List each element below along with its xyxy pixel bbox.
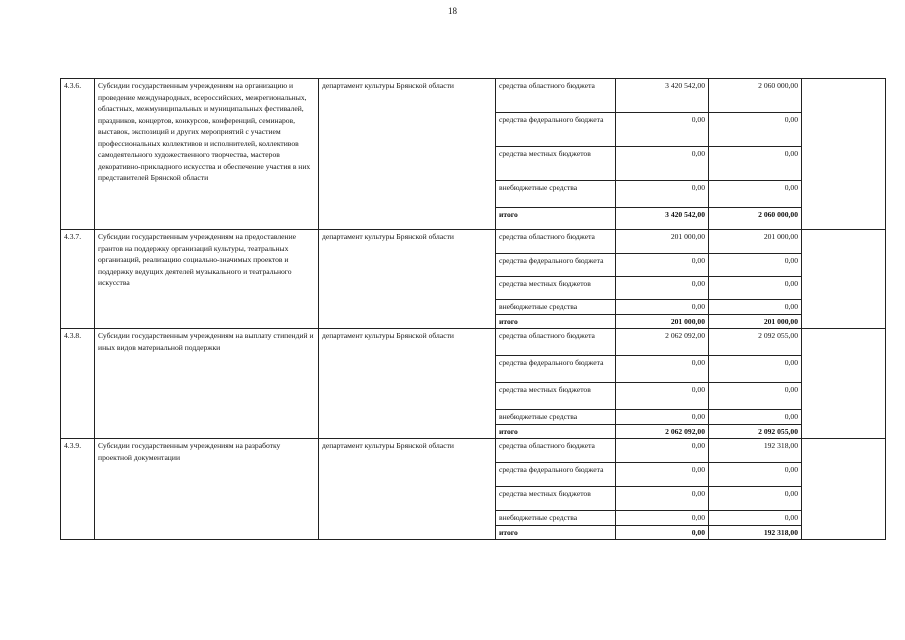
item-description: Субсидии государственным учреждениям на разработку проектной документации: [95, 439, 319, 540]
amount-col2: 0,00: [709, 113, 802, 147]
amount-col1: 3 420 542,00: [616, 208, 709, 230]
amount-col2: 2 060 000,00: [709, 79, 802, 113]
amount-col1: 0,00: [616, 254, 709, 277]
amount-col2: 0,00: [709, 277, 802, 300]
item-code: 4.3.7.: [61, 230, 95, 329]
amount-col1: 0,00: [616, 487, 709, 511]
funding-source: средства федерального бюджета: [496, 463, 616, 487]
amount-col2: 0,00: [709, 254, 802, 277]
empty-cell: [802, 329, 886, 439]
total-label: итого: [496, 314, 616, 329]
funding-source: средства местных бюджетов: [496, 487, 616, 511]
funding-source: средства областного бюджета: [496, 79, 616, 113]
amount-col1: 0,00: [616, 181, 709, 208]
amount-col2: 2 092 055,00: [709, 329, 802, 356]
empty-cell: [802, 230, 886, 329]
funding-source: внебюджетные средства: [496, 300, 616, 315]
amount-col1: 3 420 542,00: [616, 79, 709, 113]
funding-source: средства местных бюджетов: [496, 147, 616, 181]
empty-cell: [802, 79, 886, 230]
amount-col1: 201 000,00: [616, 314, 709, 329]
amount-col2: 0,00: [709, 181, 802, 208]
amount-col2: 2 092 055,00: [709, 424, 802, 439]
amount-col2: 0,00: [709, 300, 802, 315]
total-label: итого: [496, 525, 616, 540]
amount-col1: 0,00: [616, 439, 709, 463]
item-description: Субсидии государственным учреждениям на организацию и проведение международных, всероссийских, межрегиональных, областных, межмуниципальных и муниципальных фестивалей, праздников, концертов, конкурсов, конференций, семинаров, выставок, экспозиций и других мероприятий с участием профессиональных коллективов и исполнителей, коллективов самодеятельного художественного творчества, мастеров декоративно-прикладного искусства и обеспечение участия в них представителей Брянской области: [95, 79, 319, 230]
total-label: итого: [496, 208, 616, 230]
item-executor: департамент культуры Брянской области: [319, 79, 496, 230]
table-row: [61, 230, 886, 254]
amount-col2: 0,00: [709, 356, 802, 383]
item-description: Субсидии государственным учреждениям на предоставление грантов на поддержку организаций культуры, театральных организаций, реализацию социально-значимых проектов и поддержку ведущих деятелей музыкального и театрального искусства: [95, 230, 319, 329]
amount-col1: 2 062 092,00: [616, 424, 709, 439]
funding-source: средства местных бюджетов: [496, 383, 616, 410]
funding-source: внебюджетные средства: [496, 410, 616, 425]
budget-table: [60, 78, 886, 540]
amount-col2: 0,00: [709, 410, 802, 425]
amount-col1: 0,00: [616, 383, 709, 410]
amount-col1: 0,00: [616, 147, 709, 181]
amount-col2: 0,00: [709, 463, 802, 487]
item-description: Субсидии государственным учреждениям на выплату стипендий и иных видов материальной поддержки: [95, 329, 319, 439]
table-row: [61, 79, 886, 113]
funding-source: внебюджетные средства: [496, 511, 616, 526]
amount-col1: 0,00: [616, 511, 709, 526]
amount-col2: 2 060 000,00: [709, 208, 802, 230]
amount-col1: 0,00: [616, 300, 709, 315]
amount-col1: 0,00: [616, 113, 709, 147]
amount-col2: 192 318,00: [709, 525, 802, 540]
funding-source: средства областного бюджета: [496, 439, 616, 463]
amount-col2: 201 000,00: [709, 230, 802, 254]
funding-source: средства федерального бюджета: [496, 356, 616, 383]
item-code: 4.3.8.: [61, 329, 95, 439]
item-executor: департамент культуры Брянской области: [319, 439, 496, 540]
amount-col2: 0,00: [709, 383, 802, 410]
item-code: 4.3.6.: [61, 79, 95, 230]
table-row: [61, 439, 886, 463]
amount-col1: 0,00: [616, 277, 709, 300]
item-executor: департамент культуры Брянской области: [319, 230, 496, 329]
amount-col2: 0,00: [709, 147, 802, 181]
empty-cell: [802, 439, 886, 540]
item-code: 4.3.9.: [61, 439, 95, 540]
amount-col2: 192 318,00: [709, 439, 802, 463]
funding-source: средства федерального бюджета: [496, 113, 616, 147]
funding-source: средства местных бюджетов: [496, 277, 616, 300]
funding-source: средства федерального бюджета: [496, 254, 616, 277]
amount-col1: 2 062 092,00: [616, 329, 709, 356]
amount-col1: 0,00: [616, 525, 709, 540]
funding-source: средства областного бюджета: [496, 230, 616, 254]
funding-source: внебюджетные средства: [496, 181, 616, 208]
amount-col2: 0,00: [709, 511, 802, 526]
amount-col1: 201 000,00: [616, 230, 709, 254]
amount-col1: 0,00: [616, 356, 709, 383]
amount-col1: 0,00: [616, 463, 709, 487]
amount-col2: 201 000,00: [709, 314, 802, 329]
amount-col2: 0,00: [709, 487, 802, 511]
funding-source: средства областного бюджета: [496, 329, 616, 356]
page-number: 18: [448, 6, 457, 16]
amount-col1: 0,00: [616, 410, 709, 425]
table-row: [61, 329, 886, 356]
item-executor: департамент культуры Брянской области: [319, 329, 496, 439]
total-label: итого: [496, 424, 616, 439]
